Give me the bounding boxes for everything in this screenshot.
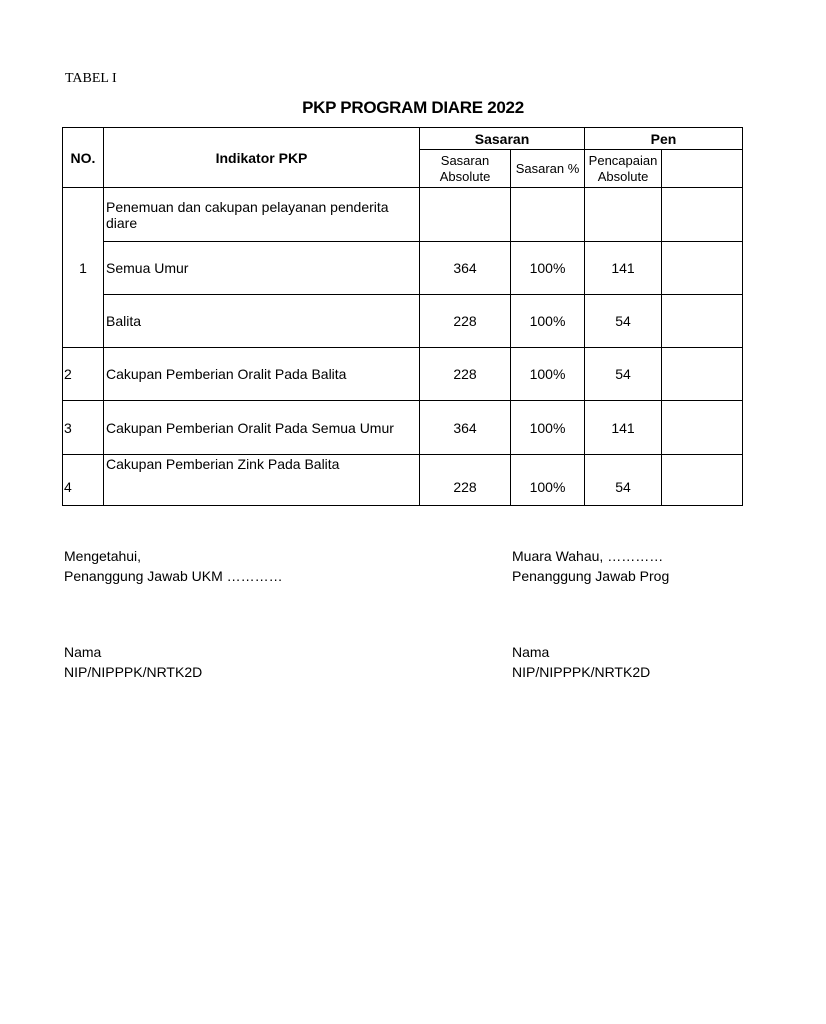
- row-indikator-cell: Balita: [104, 295, 420, 348]
- row-pencapaian-pct-cell: [662, 401, 743, 455]
- header-sasaran-percent: Sasaran %: [511, 150, 585, 188]
- footer-right-block: [512, 546, 670, 586]
- page-title: PKP PROGRAM DIARE 2022: [302, 98, 524, 117]
- table-viewport: [62, 127, 677, 511]
- row-pencapaian-abs-cell: 141: [585, 242, 662, 295]
- row-pencapaian-pct-cell: [662, 295, 743, 348]
- nama-label: Nama: [64, 644, 102, 660]
- row-sasaran-pct-cell: [511, 188, 585, 242]
- header-pencapaian-absolute: Pencapaian Absolute: [585, 150, 662, 188]
- table-row: [63, 401, 743, 455]
- row-sasaran-pct-cell: 100%: [511, 242, 585, 295]
- row-indikator-cell: Cakupan Pemberian Oralit Pada Balita: [104, 348, 420, 401]
- nip-label: NIP/NIPPPK/NRTK2D: [64, 664, 203, 680]
- table-row: [63, 242, 743, 295]
- row-no-cell: 3: [63, 401, 104, 455]
- row-pencapaian-abs-cell: 54: [585, 348, 662, 401]
- row-sasaran-abs-cell: 364: [420, 401, 511, 455]
- row-pencapaian-pct-cell: [662, 188, 743, 242]
- footer-right-signature: [512, 642, 650, 682]
- row-pencapaian-pct-cell: [662, 455, 743, 506]
- header-indikator: Indikator PKP: [104, 128, 420, 188]
- header-sasaran-group: Sasaran: [420, 128, 585, 150]
- nip-label: NIP/NIPPPK/NRTK2D: [512, 664, 651, 680]
- row-pencapaian-abs-cell: 54: [585, 295, 662, 348]
- row-pencapaian-abs-cell: 141: [585, 401, 662, 455]
- place-date-label: Muara Wahau, …………: [512, 548, 664, 564]
- row-pencapaian-abs-cell: [585, 188, 662, 242]
- table-row: [63, 295, 743, 348]
- row-sasaran-pct-cell: 100%: [511, 401, 585, 455]
- row-pencapaian-pct-cell: [662, 348, 743, 401]
- table-row: [63, 348, 743, 401]
- penanggung-jawab-program-label: Penanggung Jawab Prog: [512, 568, 670, 584]
- header-no: NO.: [63, 128, 104, 188]
- penanggung-jawab-ukm-label: Penanggung Jawab UKM …………: [64, 568, 283, 584]
- table-number-label: TABEL I: [65, 71, 117, 86]
- row-pencapaian-abs-cell: 54: [585, 455, 662, 506]
- mengetahui-label: Mengetahui,: [64, 548, 142, 564]
- pkp-table: [62, 127, 743, 506]
- row-sasaran-abs-cell: [420, 188, 511, 242]
- row-sasaran-abs-cell: 364: [420, 242, 511, 295]
- row-no-cell: 4: [63, 455, 104, 506]
- row-no-cell: 2: [63, 348, 104, 401]
- header-pencapaian-percent: [662, 150, 743, 188]
- row-sasaran-abs-cell: 228: [420, 455, 511, 506]
- row-sasaran-pct-cell: 100%: [511, 295, 585, 348]
- row-indikator-cell: Cakupan Pemberian Zink Pada Balita: [104, 455, 420, 506]
- row-sasaran-abs-cell: 228: [420, 295, 511, 348]
- header-pencapaian-group: Pen: [585, 128, 743, 150]
- table-row: [63, 188, 743, 242]
- table-row: [63, 455, 743, 506]
- row-sasaran-pct-cell: 100%: [511, 348, 585, 401]
- nama-label: Nama: [512, 644, 550, 660]
- footer-left-block: [64, 546, 283, 586]
- row-sasaran-pct-cell: 100%: [511, 455, 585, 506]
- row-indikator-cell: Penemuan dan cakupan pelayanan penderita diare: [104, 188, 420, 242]
- row-no-cell: 1: [63, 188, 104, 348]
- row-pencapaian-pct-cell: [662, 242, 743, 295]
- row-sasaran-abs-cell: 228: [420, 348, 511, 401]
- header-sasaran-absolute: Sasaran Absolute: [420, 150, 511, 188]
- footer-left-signature: [64, 642, 202, 682]
- row-indikator-cell: Semua Umur: [104, 242, 420, 295]
- row-indikator-cell: Cakupan Pemberian Oralit Pada Semua Umur: [104, 401, 420, 455]
